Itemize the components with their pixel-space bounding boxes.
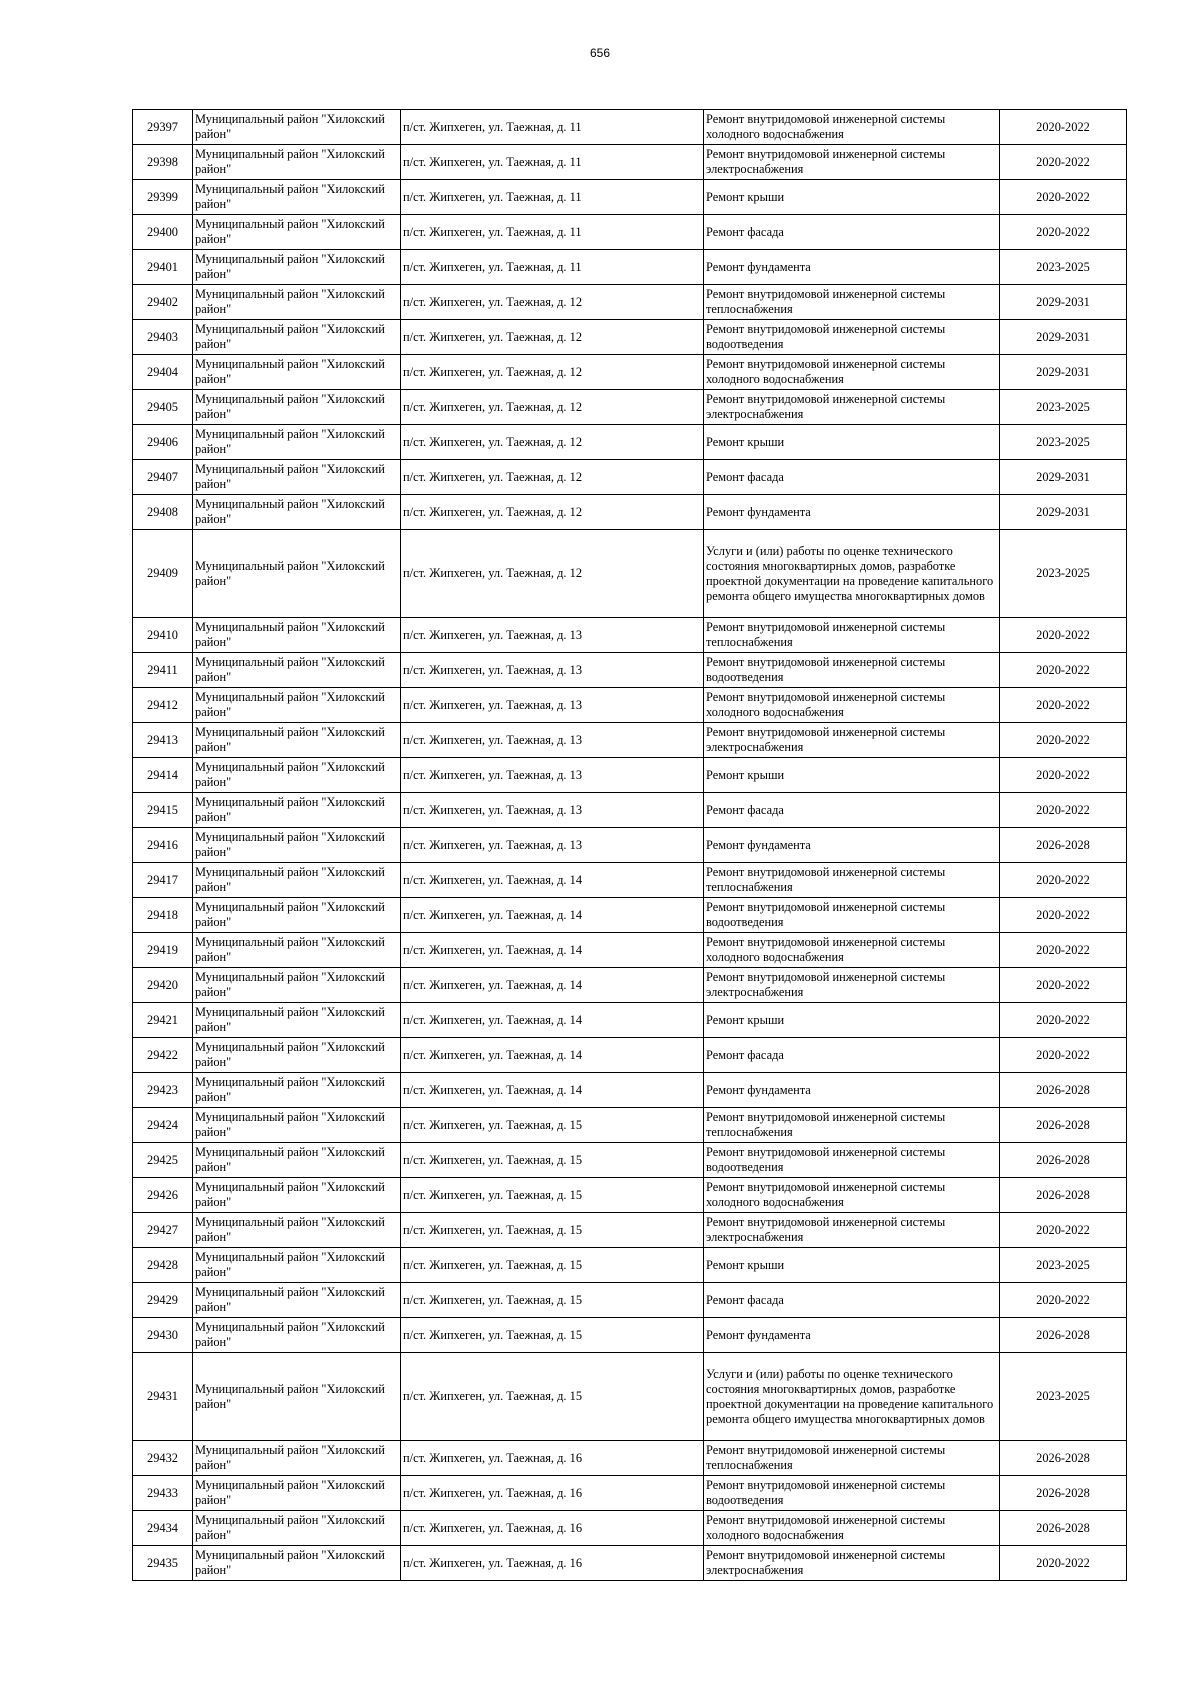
work-type-cell: Ремонт крыши [704,1248,1000,1283]
row-number-cell: 29404 [133,355,193,390]
work-type-cell: Ремонт внутридомовой инженерной системы водоотведения [704,320,1000,355]
municipality-cell: Муниципальный район "Хилокский район" [193,898,401,933]
municipality-cell: Муниципальный район "Хилокский район" [193,793,401,828]
address-cell: п/ст. Жипхеген, ул. Таежная, д. 14 [401,1003,704,1038]
period-cell: 2026-2028 [1000,1178,1127,1213]
municipality-cell: Муниципальный район "Хилокский район" [193,320,401,355]
address-cell: п/ст. Жипхеген, ул. Таежная, д. 13 [401,688,704,723]
row-number-cell: 29412 [133,688,193,723]
address-cell: п/ст. Жипхеген, ул. Таежная, д. 11 [401,110,704,145]
work-type-cell: Ремонт фасада [704,793,1000,828]
period-cell: 2020-2022 [1000,793,1127,828]
municipality-cell: Муниципальный район "Хилокский район" [193,145,401,180]
address-cell: п/ст. Жипхеген, ул. Таежная, д. 15 [401,1178,704,1213]
period-cell: 2029-2031 [1000,355,1127,390]
row-number-cell: 29416 [133,828,193,863]
work-type-cell: Ремонт фундамента [704,1073,1000,1108]
work-type-cell: Ремонт внутридомовой инженерной системы теплоснабжения [704,618,1000,653]
period-cell: 2020-2022 [1000,758,1127,793]
municipality-cell: Муниципальный район "Хилокский район" [193,110,401,145]
period-cell: 2026-2028 [1000,1318,1127,1353]
row-number-cell: 29429 [133,1283,193,1318]
address-cell: п/ст. Жипхеген, ул. Таежная, д. 12 [401,495,704,530]
municipality-cell: Муниципальный район "Хилокский район" [193,355,401,390]
table-row [133,250,1127,285]
address-cell: п/ст. Жипхеген, ул. Таежная, д. 14 [401,968,704,1003]
row-number-cell: 29425 [133,1143,193,1178]
period-cell: 2020-2022 [1000,653,1127,688]
address-cell: п/ст. Жипхеген, ул. Таежная, д. 12 [401,320,704,355]
address-cell: п/ст. Жипхеген, ул. Таежная, д. 16 [401,1476,704,1511]
address-cell: п/ст. Жипхеген, ул. Таежная, д. 14 [401,863,704,898]
address-cell: п/ст. Жипхеген, ул. Таежная, д. 12 [401,390,704,425]
table-row [133,863,1127,898]
work-type-cell: Ремонт крыши [704,425,1000,460]
period-cell: 2020-2022 [1000,618,1127,653]
period-cell: 2020-2022 [1000,110,1127,145]
address-cell: п/ст. Жипхеген, ул. Таежная, д. 14 [401,1038,704,1073]
period-cell: 2020-2022 [1000,863,1127,898]
municipality-cell: Муниципальный район "Хилокский район" [193,1108,401,1143]
address-cell: п/ст. Жипхеген, ул. Таежная, д. 11 [401,145,704,180]
address-cell: п/ст. Жипхеген, ул. Таежная, д. 11 [401,180,704,215]
address-cell: п/ст. Жипхеген, ул. Таежная, д. 15 [401,1108,704,1143]
address-cell: п/ст. Жипхеген, ул. Таежная, д. 14 [401,898,704,933]
period-cell: 2023-2025 [1000,425,1127,460]
period-cell: 2020-2022 [1000,145,1127,180]
municipality-cell: Муниципальный район "Хилокский район" [193,495,401,530]
work-type-cell: Ремонт внутридомовой инженерной системы теплоснабжения [704,285,1000,320]
table-row [133,758,1127,793]
municipality-cell: Муниципальный район "Хилокский район" [193,1073,401,1108]
address-cell: п/ст. Жипхеген, ул. Таежная, д. 11 [401,215,704,250]
period-cell: 2026-2028 [1000,1143,1127,1178]
municipality-cell: Муниципальный район "Хилокский район" [193,1248,401,1283]
row-number-cell: 29400 [133,215,193,250]
table-row [133,723,1127,758]
work-type-cell: Ремонт внутридомовой инженерной системы электроснабжения [704,145,1000,180]
period-cell: 2020-2022 [1000,898,1127,933]
row-number-cell: 29428 [133,1248,193,1283]
municipality-cell: Муниципальный район "Хилокский район" [193,1318,401,1353]
municipality-cell: Муниципальный район "Хилокский район" [193,180,401,215]
table-row [133,793,1127,828]
address-cell: п/ст. Жипхеген, ул. Таежная, д. 11 [401,250,704,285]
municipality-cell: Муниципальный район "Хилокский район" [193,1143,401,1178]
period-cell: 2020-2022 [1000,1546,1127,1581]
municipality-cell: Муниципальный район "Хилокский район" [193,390,401,425]
address-cell: п/ст. Жипхеген, ул. Таежная, д. 15 [401,1318,704,1353]
municipality-cell: Муниципальный район "Хилокский район" [193,933,401,968]
address-cell: п/ст. Жипхеген, ул. Таежная, д. 12 [401,425,704,460]
table-row [133,898,1127,933]
period-cell: 2020-2022 [1000,1038,1127,1073]
municipality-cell: Муниципальный район "Хилокский район" [193,653,401,688]
municipality-cell: Муниципальный район "Хилокский район" [193,285,401,320]
period-cell: 2023-2025 [1000,390,1127,425]
work-type-cell: Услуги и (или) работы по оценке технического состояния многоквартирных домов, разработке проектной документации на проведение капитального ремонта общего имущества многоквартирных домов [704,530,1000,618]
work-type-cell: Ремонт внутридомовой инженерной системы теплоснабжения [704,1441,1000,1476]
table-row [133,618,1127,653]
row-number-cell: 29415 [133,793,193,828]
address-cell: п/ст. Жипхеген, ул. Таежная, д. 16 [401,1441,704,1476]
municipality-cell: Муниципальный район "Хилокский район" [193,968,401,1003]
period-cell: 2023-2025 [1000,1353,1127,1441]
work-type-cell: Ремонт внутридомовой инженерной системы холодного водоснабжения [704,688,1000,723]
period-cell: 2023-2025 [1000,1248,1127,1283]
row-number-cell: 29409 [133,530,193,618]
municipality-cell: Муниципальный район "Хилокский район" [193,1178,401,1213]
address-cell: п/ст. Жипхеген, ул. Таежная, д. 15 [401,1143,704,1178]
municipality-cell: Муниципальный район "Хилокский район" [193,530,401,618]
period-cell: 2026-2028 [1000,1476,1127,1511]
work-type-cell: Ремонт внутридомовой инженерной системы водоотведения [704,1143,1000,1178]
table-row [133,1283,1127,1318]
table-row [133,1038,1127,1073]
municipality-cell: Муниципальный район "Хилокский район" [193,250,401,285]
row-number-cell: 29397 [133,110,193,145]
row-number-cell: 29418 [133,898,193,933]
period-cell: 2023-2025 [1000,250,1127,285]
period-cell: 2020-2022 [1000,215,1127,250]
work-type-cell: Ремонт внутридомовой инженерной системы холодного водоснабжения [704,933,1000,968]
table-row [133,1073,1127,1108]
table-row [133,495,1127,530]
work-type-cell: Ремонт крыши [704,180,1000,215]
municipality-cell: Муниципальный район "Хилокский район" [193,1476,401,1511]
work-type-cell: Ремонт внутридомовой инженерной системы теплоснабжения [704,1108,1000,1143]
work-type-cell: Ремонт внутридомовой инженерной системы холодного водоснабжения [704,355,1000,390]
municipality-cell: Муниципальный район "Хилокский район" [193,1511,401,1546]
table-row [133,1546,1127,1581]
row-number-cell: 29398 [133,145,193,180]
period-cell: 2029-2031 [1000,460,1127,495]
row-number-cell: 29407 [133,460,193,495]
row-number-cell: 29413 [133,723,193,758]
table-body [133,110,1127,1581]
period-cell: 2020-2022 [1000,180,1127,215]
municipality-cell: Муниципальный район "Хилокский район" [193,1441,401,1476]
table-row [133,530,1127,618]
table-row [133,180,1127,215]
work-type-cell: Ремонт фасада [704,1038,1000,1073]
period-cell: 2023-2025 [1000,530,1127,618]
row-number-cell: 29408 [133,495,193,530]
work-type-cell: Ремонт внутридомовой инженерной системы электроснабжения [704,390,1000,425]
address-cell: п/ст. Жипхеген, ул. Таежная, д. 12 [401,285,704,320]
table-row [133,688,1127,723]
row-number-cell: 29406 [133,425,193,460]
period-cell: 2026-2028 [1000,1511,1127,1546]
work-type-cell: Ремонт фасада [704,215,1000,250]
address-cell: п/ст. Жипхеген, ул. Таежная, д. 12 [401,460,704,495]
municipality-cell: Муниципальный район "Хилокский район" [193,1353,401,1441]
period-cell: 2026-2028 [1000,1073,1127,1108]
table-row [133,1476,1127,1511]
row-number-cell: 29421 [133,1003,193,1038]
table-row [133,1511,1127,1546]
address-cell: п/ст. Жипхеген, ул. Таежная, д. 12 [401,355,704,390]
period-cell: 2020-2022 [1000,723,1127,758]
table-row [133,1318,1127,1353]
table-row [133,285,1127,320]
work-type-cell: Ремонт крыши [704,1003,1000,1038]
address-cell: п/ст. Жипхеген, ул. Таежная, д. 13 [401,758,704,793]
row-number-cell: 29435 [133,1546,193,1581]
table-row [133,968,1127,1003]
address-cell: п/ст. Жипхеген, ул. Таежная, д. 15 [401,1248,704,1283]
table-row [133,653,1127,688]
row-number-cell: 29434 [133,1511,193,1546]
work-type-cell: Ремонт внутридомовой инженерной системы электроснабжения [704,1546,1000,1581]
work-type-cell: Ремонт внутридомовой инженерной системы водоотведения [704,1476,1000,1511]
municipality-cell: Муниципальный район "Хилокский район" [193,1283,401,1318]
work-type-cell: Ремонт внутридомовой инженерной системы холодного водоснабжения [704,1511,1000,1546]
work-type-cell: Ремонт внутридомовой инженерной системы холодного водоснабжения [704,1178,1000,1213]
municipality-cell: Муниципальный район "Хилокский район" [193,688,401,723]
period-cell: 2029-2031 [1000,495,1127,530]
row-number-cell: 29402 [133,285,193,320]
table-row [133,1441,1127,1476]
address-cell: п/ст. Жипхеген, ул. Таежная, д. 13 [401,653,704,688]
work-type-cell: Ремонт фундамента [704,1318,1000,1353]
work-type-cell: Ремонт внутридомовой инженерной системы электроснабжения [704,968,1000,1003]
table-row [133,215,1127,250]
row-number-cell: 29414 [133,758,193,793]
row-number-cell: 29424 [133,1108,193,1143]
work-type-cell: Ремонт внутридомовой инженерной системы холодного водоснабжения [704,110,1000,145]
municipality-cell: Муниципальный район "Хилокский район" [193,863,401,898]
municipality-cell: Муниципальный район "Хилокский район" [193,723,401,758]
page-number: 656 [589,46,611,60]
table-row [133,828,1127,863]
row-number-cell: 29399 [133,180,193,215]
address-cell: п/ст. Жипхеген, ул. Таежная, д. 14 [401,1073,704,1108]
period-cell: 2020-2022 [1000,688,1127,723]
address-cell: п/ст. Жипхеген, ул. Таежная, д. 15 [401,1213,704,1248]
work-type-cell: Ремонт фундамента [704,495,1000,530]
row-number-cell: 29401 [133,250,193,285]
row-number-cell: 29419 [133,933,193,968]
table-row [133,1003,1127,1038]
municipality-cell: Муниципальный район "Хилокский район" [193,758,401,793]
work-type-cell: Услуги и (или) работы по оценке технического состояния многоквартирных домов, разработке проектной документации на проведение капитального ремонта общего имущества многоквартирных домов [704,1353,1000,1441]
period-cell: 2029-2031 [1000,320,1127,355]
row-number-cell: 29433 [133,1476,193,1511]
work-type-cell: Ремонт внутридомовой инженерной системы электроснабжения [704,723,1000,758]
table-row [133,390,1127,425]
municipality-cell: Муниципальный район "Хилокский район" [193,618,401,653]
municipality-cell: Муниципальный район "Хилокский район" [193,1003,401,1038]
period-cell: 2029-2031 [1000,285,1127,320]
row-number-cell: 29403 [133,320,193,355]
municipality-cell: Муниципальный район "Хилокский район" [193,425,401,460]
row-number-cell: 29405 [133,390,193,425]
address-cell: п/ст. Жипхеген, ул. Таежная, д. 13 [401,723,704,758]
table-row [133,1178,1127,1213]
address-cell: п/ст. Жипхеген, ул. Таежная, д. 15 [401,1353,704,1441]
capital-repair-table [132,109,1127,1581]
period-cell: 2026-2028 [1000,1441,1127,1476]
address-cell: п/ст. Жипхеген, ул. Таежная, д. 14 [401,933,704,968]
row-number-cell: 29420 [133,968,193,1003]
period-cell: 2020-2022 [1000,968,1127,1003]
work-type-cell: Ремонт внутридомовой инженерной системы водоотведения [704,653,1000,688]
address-cell: п/ст. Жипхеген, ул. Таежная, д. 12 [401,530,704,618]
table-row [133,110,1127,145]
row-number-cell: 29427 [133,1213,193,1248]
work-type-cell: Ремонт внутридомовой инженерной системы водоотведения [704,898,1000,933]
address-cell: п/ст. Жипхеген, ул. Таежная, д. 16 [401,1511,704,1546]
row-number-cell: 29417 [133,863,193,898]
period-cell: 2020-2022 [1000,1003,1127,1038]
work-type-cell: Ремонт фундамента [704,828,1000,863]
table-row [133,460,1127,495]
municipality-cell: Муниципальный район "Хилокский район" [193,1038,401,1073]
row-number-cell: 29411 [133,653,193,688]
municipality-cell: Муниципальный район "Хилокский район" [193,828,401,863]
address-cell: п/ст. Жипхеген, ул. Таежная, д. 13 [401,618,704,653]
period-cell: 2026-2028 [1000,828,1127,863]
work-type-cell: Ремонт внутридомовой инженерной системы теплоснабжения [704,863,1000,898]
period-cell: 2020-2022 [1000,933,1127,968]
table-row [133,425,1127,460]
municipality-cell: Муниципальный район "Хилокский район" [193,460,401,495]
row-number-cell: 29430 [133,1318,193,1353]
municipality-cell: Муниципальный район "Хилокский район" [193,1213,401,1248]
table-row [133,1248,1127,1283]
period-cell: 2020-2022 [1000,1283,1127,1318]
municipality-cell: Муниципальный район "Хилокский район" [193,215,401,250]
table-row [133,145,1127,180]
work-type-cell: Ремонт фундамента [704,250,1000,285]
row-number-cell: 29426 [133,1178,193,1213]
address-cell: п/ст. Жипхеген, ул. Таежная, д. 16 [401,1546,704,1581]
work-type-cell: Ремонт внутридомовой инженерной системы электроснабжения [704,1213,1000,1248]
table-row [133,1353,1127,1441]
address-cell: п/ст. Жипхеген, ул. Таежная, д. 13 [401,828,704,863]
table-row [133,1213,1127,1248]
table-row [133,1143,1127,1178]
table-row [133,1108,1127,1143]
work-type-cell: Ремонт крыши [704,758,1000,793]
row-number-cell: 29422 [133,1038,193,1073]
address-cell: п/ст. Жипхеген, ул. Таежная, д. 15 [401,1283,704,1318]
table-row [133,320,1127,355]
period-cell: 2020-2022 [1000,1213,1127,1248]
work-type-cell: Ремонт фасада [704,460,1000,495]
table-row [133,355,1127,390]
row-number-cell: 29432 [133,1441,193,1476]
work-type-cell: Ремонт фасада [704,1283,1000,1318]
row-number-cell: 29410 [133,618,193,653]
table-row [133,933,1127,968]
period-cell: 2026-2028 [1000,1108,1127,1143]
row-number-cell: 29423 [133,1073,193,1108]
address-cell: п/ст. Жипхеген, ул. Таежная, д. 13 [401,793,704,828]
row-number-cell: 29431 [133,1353,193,1441]
municipality-cell: Муниципальный район "Хилокский район" [193,1546,401,1581]
